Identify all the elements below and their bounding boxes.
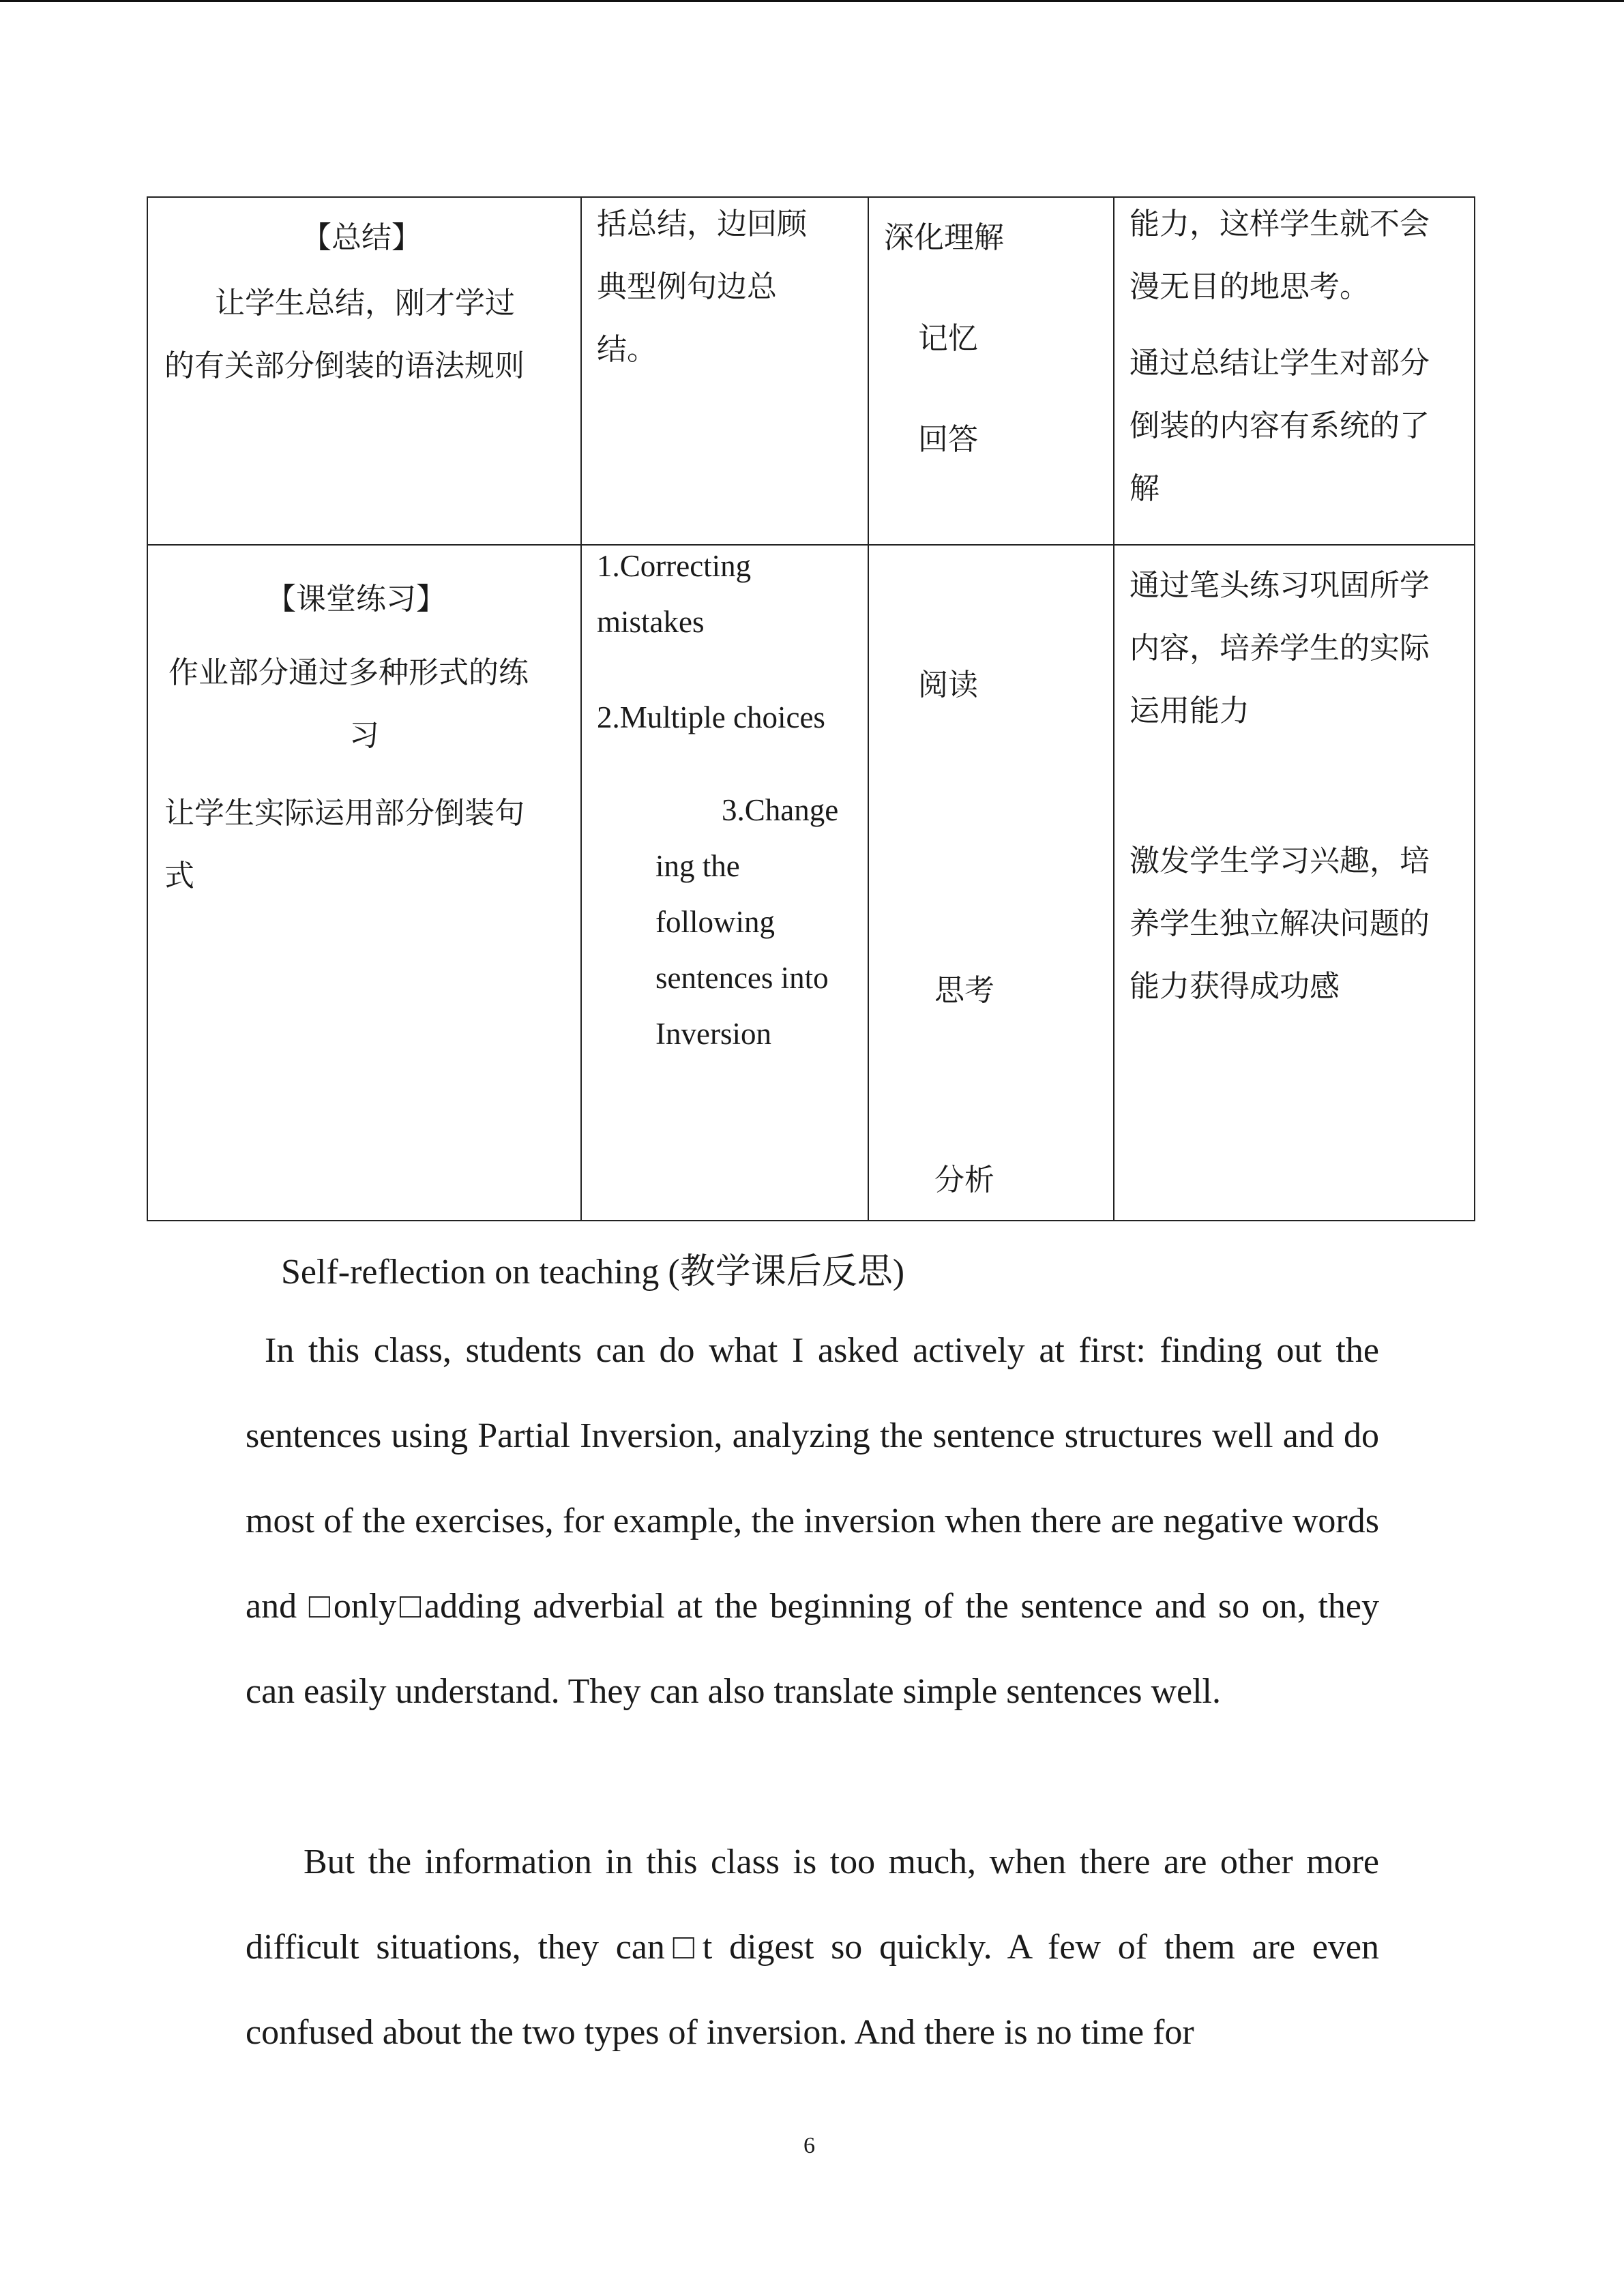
activity-title: 【课堂练习】 <box>266 582 446 616</box>
purpose-line: 通过总结让学生对部分 <box>1130 346 1430 381</box>
method-line: following <box>655 905 775 939</box>
method-line: 1.Correcting <box>597 549 752 583</box>
student-activity-cell <box>868 545 1114 1221</box>
activity-line: 的有关部分倒装的语法规则 <box>164 348 525 383</box>
table-row <box>147 197 1475 545</box>
purpose-line: 能力，这样学生就不会 <box>1130 207 1430 241</box>
purpose-line: 运用能力 <box>1130 694 1250 728</box>
method-line: mistakes <box>597 605 705 639</box>
method-line: 括总结，边回顾 <box>597 207 807 241</box>
method-line: 结。 <box>597 332 657 367</box>
purpose-cell <box>1114 197 1475 545</box>
reflection-paragraph: But the information in this class is too much, when there are other more difficult situations, they can□t digest so quickly. A few of them are even confused about the two types of inversion. And there is no time for <box>246 1843 1379 2052</box>
student-activity-line: 分析 <box>934 1163 994 1197</box>
student-activity-line: 思考 <box>934 973 994 1008</box>
method-line: 2.Multiple choices <box>597 700 825 734</box>
method-line: 3.Change <box>722 793 839 827</box>
student-activity-line: 阅读 <box>918 668 978 702</box>
activity-cell <box>147 197 581 545</box>
lesson-plan-table <box>147 196 1475 1221</box>
method-cell <box>581 545 868 1221</box>
purpose-line: 养学生独立解决问题的 <box>1130 906 1430 941</box>
page-number: 6 <box>803 2133 815 2158</box>
purpose-line: 倒装的内容有系统的了 <box>1130 408 1430 443</box>
method-line: Inversion <box>655 1017 771 1051</box>
purpose-line: 解 <box>1130 471 1160 506</box>
activity-line: 作业部分通过多种形式的练 <box>168 655 529 690</box>
purpose-line: 能力获得成功感 <box>1130 969 1340 1004</box>
activity-title: 【总结】 <box>301 220 422 255</box>
activity-line: 习 <box>349 718 379 753</box>
student-activity-cell <box>868 197 1114 545</box>
activity-line: 式 <box>164 859 194 893</box>
purpose-line: 内容，培养学生的实际 <box>1130 631 1430 666</box>
method-line: sentences into <box>655 961 829 995</box>
reflection-paragraph: In this class, students can do what I asked actively at first: finding out the sentences using Partial Inversion, analyzing the sentence structures well and do most of the exercises, for example, the inversion when there are negative words and □only□adding adverbial at the beginning of the sentence and so on, they can easily understand. They can also translate simple sentences well. <box>246 1331 1379 1711</box>
activity-line: 让学生实际运用部分倒装句 <box>164 796 525 831</box>
top-border-line <box>0 0 1624 2</box>
activity-cell <box>147 545 581 1221</box>
student-activity-line: 回答 <box>918 422 978 457</box>
method-line: ing the <box>655 849 740 883</box>
purpose-cell <box>1114 545 1475 1221</box>
purpose-line: 激发学生学习兴趣，培 <box>1130 844 1430 878</box>
activity-line: 让学生总结，刚才学过 <box>215 286 515 320</box>
method-cell <box>581 197 868 545</box>
reflection-title: Self-reflection on teaching (教学课后反思) <box>281 1253 905 1292</box>
student-activity-line: 深化理解 <box>884 220 1004 255</box>
purpose-line: 漫无目的地思考。 <box>1130 269 1370 304</box>
student-activity-line: 记忆 <box>918 321 978 356</box>
purpose-line: 通过笔头练习巩固所学 <box>1130 568 1430 603</box>
method-line: 典型例句边总 <box>597 269 777 304</box>
table-row <box>147 545 1475 1221</box>
